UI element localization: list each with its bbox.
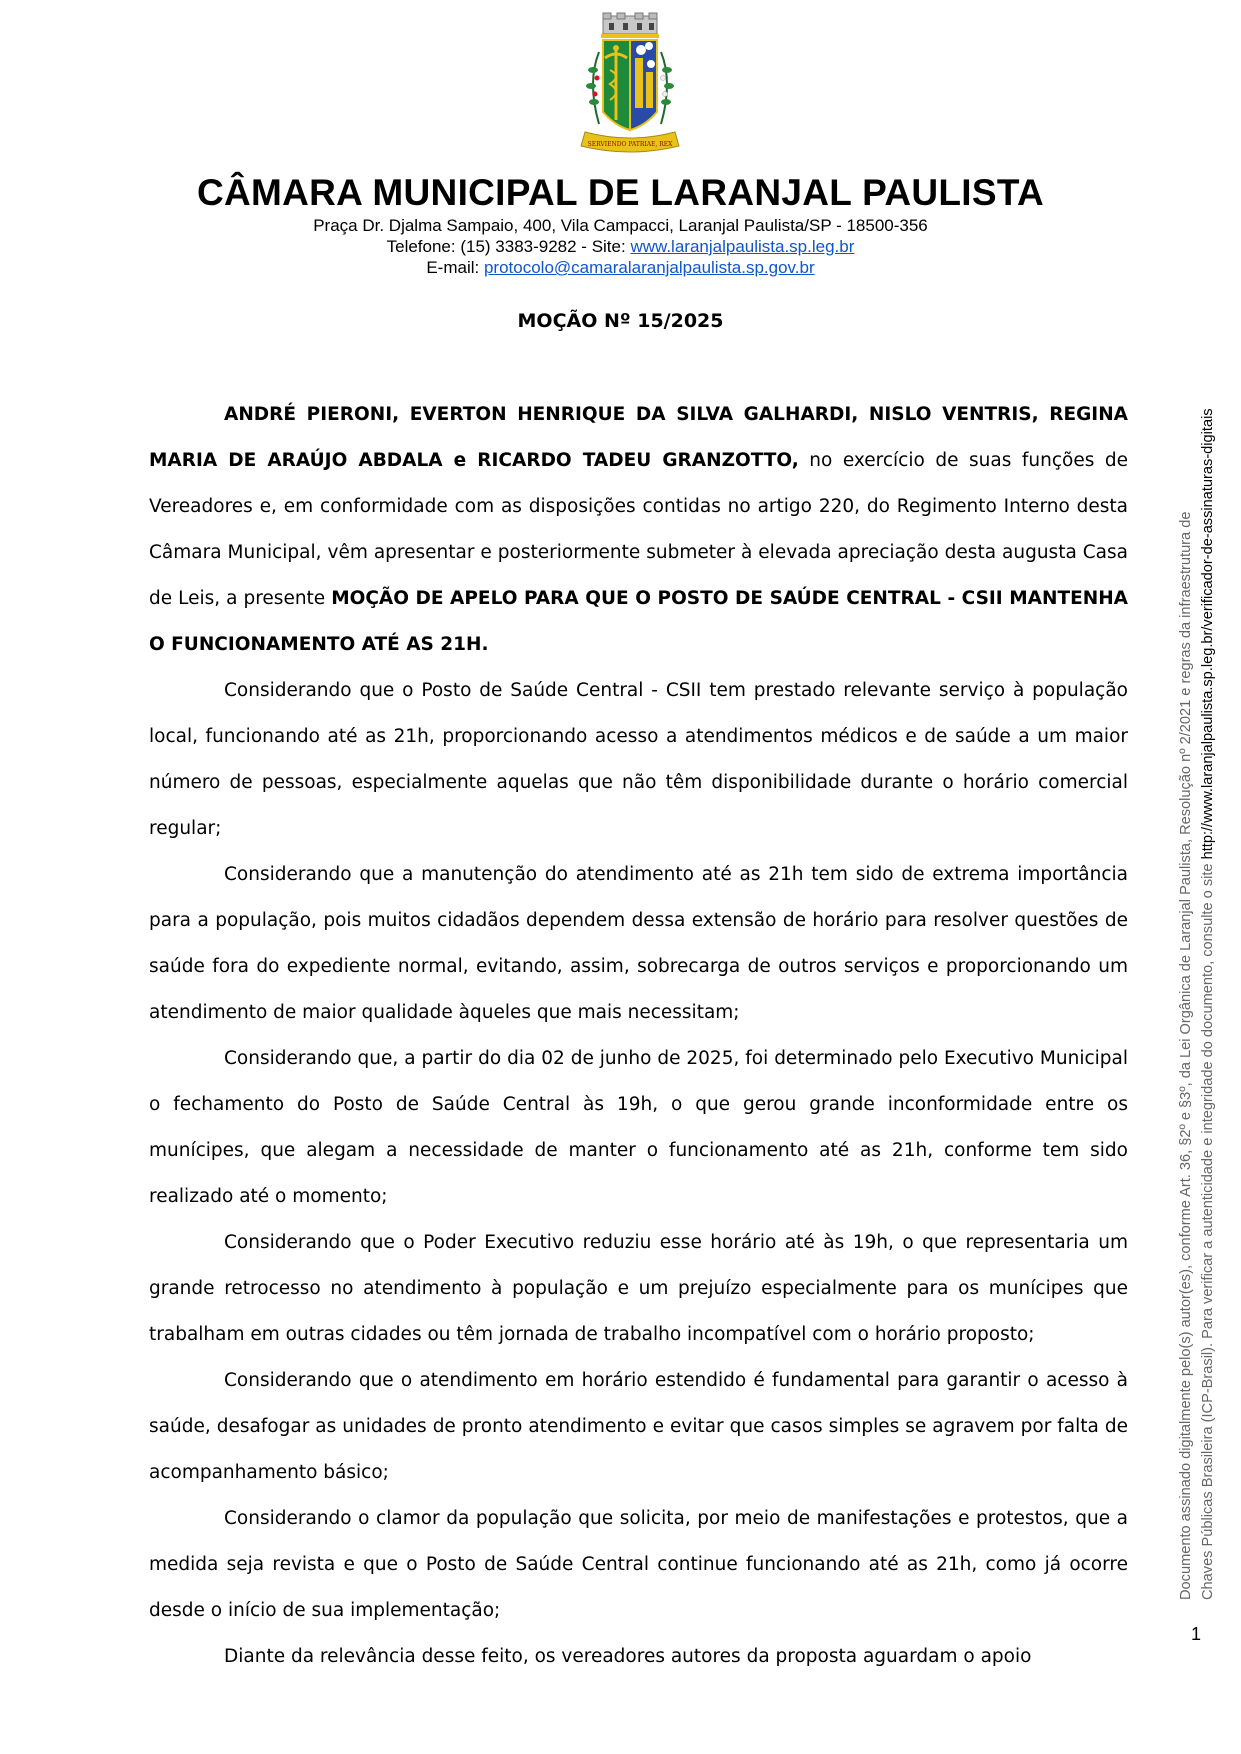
- org-phone-line: [0, 236, 1241, 257]
- paragraph-considering-6: Considerando o clamor da população que solicita, por meio de manifestações e protestos, que a medida seja revista e que o Posto de Saúde Central continue funcionando até as 21h, como já ocorre desde o início de sua implementação;: [149, 1508, 1128, 1621]
- signature-notice-line-2: [1197, 280, 1219, 1600]
- email-label: E-mail:: [426, 258, 484, 277]
- motto-ribbon: [581, 132, 679, 152]
- shield-icon: [603, 40, 657, 130]
- site-link[interactable]: www.laranjalpaulista.sp.leg.br: [630, 237, 855, 256]
- paragraph-considering-1: Considerando que o Posto de Saúde Central - CSII tem prestado relevante serviço à população local, funcionando até as 21h, proporcionando acesso a atendimentos médicos e de saúde a um maior número de pessoas, especialmente aquelas que não têm disponibilidade durante o horário comercial regular;: [149, 680, 1128, 839]
- paragraph-considering-5: Considerando que o atendimento em horário estendido é fundamental para garantir o acesso à saúde, desafogar as unidades de pronto atendimento e evitar que casos simples se agravem por falta de acompanhamento básico;: [149, 1370, 1128, 1483]
- intro-text: no exercício de suas funções de Vereadores e, em conformidade com as disposições contidas no artigo 220, do Regimento Interno desta Câmara Municipal, vêm apresentar e posteriormente submeter à elevada apreciação desta augusta Casa de Leis, a presente: [149, 450, 1128, 609]
- paragraph-intro: [149, 392, 1128, 668]
- paragraph-conclusion: Diante da relevância desse feito, os vereadores autores da proposta aguardam o apoio: [224, 1646, 1032, 1667]
- digital-signature-notice: [1175, 280, 1225, 1600]
- paragraph-considering-2: Considerando que a manutenção do atendimento até as 21h tem sido de extrema importância para a população, pois muitos cidadãos dependem dessa extensão de horário para resolver questões de saúde fora do expediente normal, evitando, assim, sobrecarga de outros serviços e proporcionando um atendimento de maior qualidade àqueles que mais necessitam;: [149, 864, 1128, 1023]
- svg-text:SERVIENDO PATRIAE, REX: SERVIENDO PATRIAE, REX: [587, 141, 673, 148]
- phone-text: Telefone: (15) 3383-9282 - Site:: [386, 237, 631, 256]
- org-email-line: [0, 257, 1241, 278]
- page-number: 1: [1191, 1624, 1202, 1644]
- document-body: [149, 392, 1128, 1680]
- email-link[interactable]: protocolo@camaralaranjalpaulista.sp.gov.br: [483, 258, 815, 277]
- motion-subject: MOÇÃO DE APELO PARA QUE O POSTO DE SAÚDE CENTRAL - CSII MANTENHA O FUNCIONAMENTO ATÉ AS 21H.: [149, 588, 1128, 655]
- org-name: CÂMARA MUNICIPAL DE LARANJAL PAULISTA: [196, 172, 1044, 213]
- document-title: MOÇÃO Nº 15/2025: [517, 310, 724, 332]
- org-address: Praça Dr. Djalma Sampaio, 400, Vila Campacci, Laranjal Paulista/SP - 18500-356: [313, 216, 928, 235]
- paragraph-considering-3: Considerando que, a partir do dia 02 de junho de 2025, foi determinado pelo Executivo Municipal o fechamento do Posto de Saúde Central às 19h, o que gerou grande inconformidade entre os munícipes, que alegam a necessidade de manter o funcionamento até as 21h, conforme tem sido realizado até o momento;: [149, 1048, 1128, 1207]
- authors-names: ANDRÉ PIERONI, EVERTON HENRIQUE DA SILVA GALHARDI, NISLO VENTRIS, REGINA MARIA DE ARAÚJO ABDALA e RICARDO TADEU GRANZOTTO,: [149, 404, 1128, 471]
- municipal-crest-logo: [575, 12, 685, 162]
- verification-link[interactable]: http://www.laranjalpaulista.sp.leg.br/verificador-de-assinaturas-digitais: [1200, 408, 1216, 860]
- signature-notice-line-1: Documento assinado digitalmente pelo(s) autor(es), conforme Art. 36, §2º e §3º, da Lei Orgânica de Laranjal Paulista, Resolução nº 2/2021 e regras da infraestrutura de: [1178, 511, 1194, 1600]
- paragraph-considering-4: Considerando que o Poder Executivo reduziu esse horário até às 19h, o que representaria um grande retrocesso no atendimento à população e um prejuízo especialmente para os munícipes que trabalham em outras cidades ou têm jornada de trabalho incompatível com o horário proposto;: [149, 1232, 1128, 1345]
- signature-notice-text: Chaves Públicas Brasileira (ICP-Brasil). Para verificar a autenticidade e integridade do documento, consulte o site: [1200, 859, 1216, 1600]
- crown-icon: [601, 13, 659, 38]
